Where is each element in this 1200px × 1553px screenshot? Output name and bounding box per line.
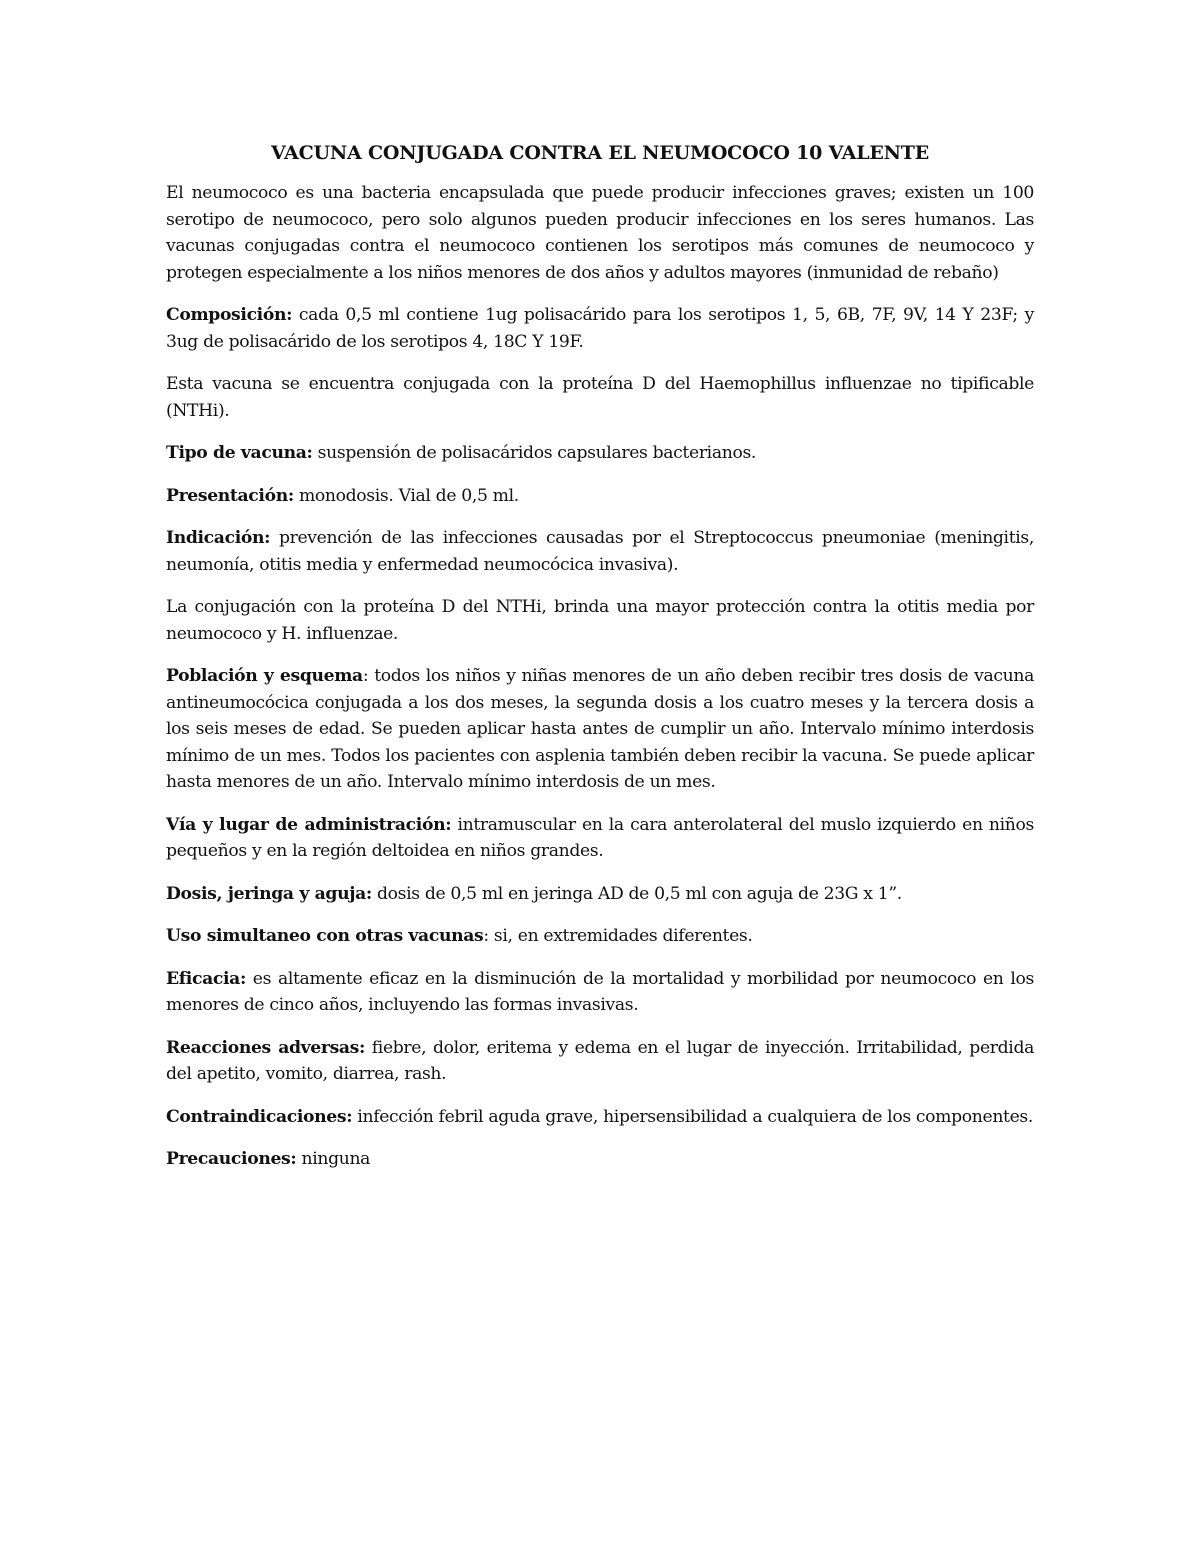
dosis-paragraph [166, 881, 1034, 908]
precauciones-paragraph [166, 1146, 1034, 1173]
uso-text: : si, en extremidades diferentes. [483, 926, 753, 946]
poblacion-paragraph [166, 663, 1034, 796]
uso-paragraph [166, 923, 1034, 950]
document-title: VACUNA CONJUGADA CONTRA EL NEUMOCOCO 10 VALENTE [270, 142, 930, 164]
tipo-paragraph [166, 440, 1034, 467]
eficacia-text: es altamente eficaz en la disminución de la mortalidad y morbilidad por neumococo en los menores de cinco años, incluyendo las formas invasivas. [166, 968, 1034, 1015]
presentacion-label: Presentación: [166, 485, 294, 506]
intro-paragraph: El neumococo es una bacteria encapsulada que puede producir infecciones graves; existen un 100 serotipo de neumococo, pero solo algunos pueden producir infecciones en los seres humanos. Las vacunas conjugadas contra el neumococo contienen los serotipos más comunes de neumococo y protegen especialmente a los niños menores de dos años y adultos mayores (inmunidad de rebaño) [166, 183, 1034, 283]
document-page [166, 138, 1034, 1189]
via-paragraph [166, 812, 1034, 865]
precauciones-label: Precauciones: [166, 1149, 297, 1169]
composicion-paragraph [166, 302, 1034, 355]
contraindicaciones-text: infección febril aguda grave, hipersensibilidad a cualquiera de los componentes. [352, 1106, 1033, 1127]
indicacion-text: prevención de las infecciones causadas por el Streptococcus pneumoniae (meningitis, neumonía, otitis media y enfermedad neumocócica invasiva). [166, 528, 1034, 575]
dosis-text: dosis de 0,5 ml en jeringa AD de 0,5 ml con aguja de 23G x 1”. [371, 883, 902, 904]
conjugada-paragraph: Esta vacuna se encuentra conjugada con la proteína D del Haemophillus influenzae no tipificable (NTHi). [166, 374, 1034, 421]
presentacion-text: monodosis. Vial de 0,5 ml. [293, 485, 519, 506]
poblacion-label: Población y esquema [166, 666, 363, 686]
indicacion-paragraph [166, 525, 1034, 578]
eficacia-label: Eficacia: [166, 968, 246, 989]
tipo-label: Tipo de vacuna: [166, 443, 313, 463]
proteccion-paragraph: La conjugación con la proteína D del NTHi, brinda una mayor protección contra la otitis media por neumococo y H. influenzae. [166, 597, 1034, 644]
tipo-text: suspensión de polisacáridos capsulares bacterianos. [312, 443, 757, 463]
dosis-label: Dosis, jeringa y aguja: [166, 883, 372, 904]
eficacia-paragraph [166, 966, 1034, 1019]
reacciones-text: fiebre, dolor, eritema y edema en el lugar de inyección. Irritabilidad, perdida del apetito, vomito, diarrea, rash. [166, 1037, 1034, 1084]
contraindicaciones-paragraph [166, 1104, 1034, 1131]
reacciones-label: Reacciones adversas: [166, 1037, 366, 1058]
presentacion-paragraph [166, 483, 1034, 510]
indicacion-label: Indicación: [166, 528, 271, 548]
composicion-text: cada 0,5 ml contiene 1ug polisacárido para los serotipos 1, 5, 6B, 7F, 9V, 14 Y 23F; y 3ug de polisacárido de los serotipos 4, 18C Y 19F. [166, 305, 1034, 352]
composicion-label: Composición: [166, 305, 293, 325]
via-label: Vía y lugar de administración: [166, 814, 452, 835]
precauciones-text: ninguna [296, 1149, 371, 1169]
via-text: intramuscular en la cara anterolateral del muslo izquierdo en niños pequeños y en la región deltoidea en niños grandes. [166, 814, 1034, 861]
poblacion-text: : todos los niños y niñas menores de un año deben recibir tres dosis de vacuna antineumocócica conjugada a los dos meses, la segunda dosis a los cuatro meses y la tercera dosis a los seis meses de edad. Se pueden aplicar hasta antes de cumplir un año. Intervalo mínimo interdosis mínimo de un mes. Todos los pacientes con asplenia también deben recibir la vacuna. Se puede aplicar hasta menores de un año. Intervalo mínimo interdosis de un mes. [166, 666, 1034, 792]
contraindicaciones-label: Contraindicaciones: [166, 1106, 353, 1127]
uso-label: Uso simultaneo con otras vacunas [166, 926, 484, 946]
reacciones-paragraph [166, 1035, 1034, 1088]
